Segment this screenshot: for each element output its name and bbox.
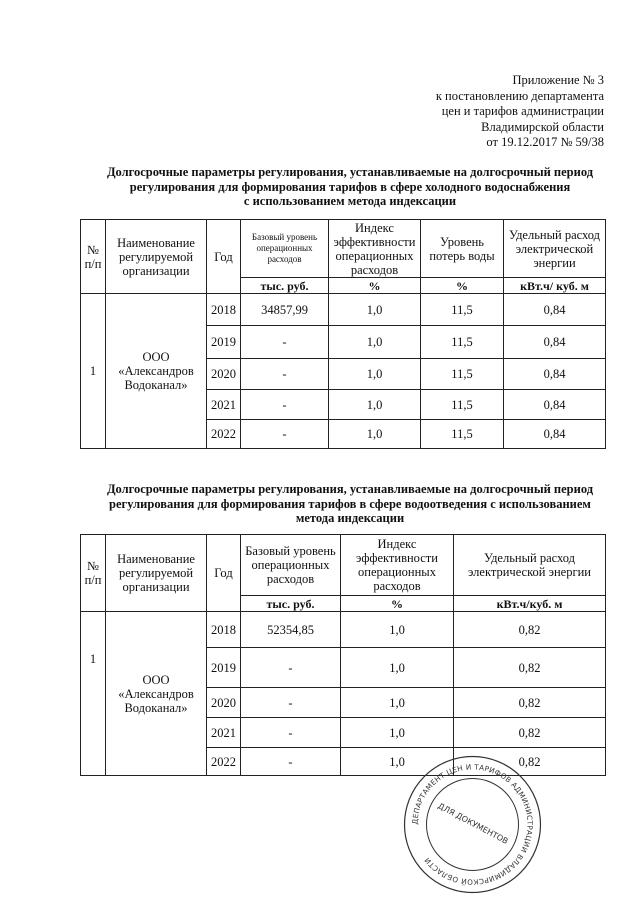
header-index: Индекс эффективности операционных расходов — [329, 220, 421, 278]
org-number: 1 — [81, 294, 106, 449]
energy-cell: 0,84 — [504, 294, 606, 326]
header-energy: Удельный расход электрической энергии — [454, 535, 606, 596]
header-year: Год — [207, 220, 241, 294]
loss-cell: 11,5 — [421, 359, 504, 390]
table-header-row — [81, 220, 606, 278]
header-year: Год — [207, 535, 241, 612]
appendix-line: Приложение № 3 — [512, 73, 604, 87]
section2-title-line: метода индексации — [295, 511, 405, 525]
header-num: № п/п — [81, 220, 106, 294]
stamp-ring-text: ДЕПАРТАМЕНТ ЦЕН И ТАРИФОВ АДМИНИСТРАЦИИ ВЛАДИМИРСКОЙ ОБЛАСТИ — [410, 762, 535, 887]
cold-water-table — [80, 219, 606, 449]
org-name: ООО «Александров Водоканал» — [106, 612, 207, 776]
energy-cell: 0,84 — [504, 359, 606, 390]
loss-cell: 11,5 — [421, 294, 504, 326]
unit-base: тыс. руб. — [241, 596, 341, 612]
appendix-line: к постановлению департамента — [435, 88, 604, 103]
org-number: 1 — [81, 612, 106, 776]
header-num: № п/п — [81, 535, 106, 612]
unit-base: тыс. руб. — [241, 278, 329, 294]
energy-cell: 0,82 — [454, 648, 606, 688]
section1-title-line: регулирования для формирования тарифов в сфере холодного водоснабжения — [129, 179, 571, 194]
unit-energy: кВт.ч/куб. м — [454, 596, 606, 612]
year-cell: 2018 — [207, 612, 241, 648]
base-cell: - — [241, 748, 341, 776]
header-org: Наименование регулируемой организации — [106, 220, 207, 294]
section1-title-line: Долгосрочные параметры регулирования, устанавливаемые на долгосрочный период — [106, 165, 594, 179]
index-cell: 1,0 — [329, 390, 421, 420]
index-cell: 1,0 — [341, 748, 454, 776]
table-header-row — [81, 535, 606, 596]
index-cell: 1,0 — [341, 612, 454, 648]
header-loss: Уровень потерь воды — [421, 220, 504, 278]
index-cell: 1,0 — [329, 326, 421, 359]
energy-cell: 0,82 — [454, 718, 606, 748]
base-cell: - — [241, 648, 341, 688]
year-cell: 2022 — [207, 748, 241, 776]
base-cell: - — [241, 359, 329, 390]
energy-cell: 0,82 — [454, 748, 606, 776]
section1-title — [90, 165, 610, 209]
section2-title-line: регулирования для формирования тарифов в сфере водоотведения с использованием — [109, 496, 591, 511]
unit-index: % — [341, 596, 454, 612]
energy-cell: 0,82 — [454, 612, 606, 648]
base-cell: - — [241, 390, 329, 420]
loss-cell: 11,5 — [421, 420, 504, 449]
wastewater-table — [80, 534, 606, 776]
year-cell: 2020 — [207, 688, 241, 718]
appendix-line: цен и тарифов администрации — [441, 104, 604, 118]
header-base: Базовый уровень операционных расходов — [241, 220, 329, 278]
year-cell: 2019 — [207, 326, 241, 359]
index-cell: 1,0 — [329, 294, 421, 326]
appendix-block — [436, 73, 604, 151]
base-cell: - — [241, 420, 329, 449]
stamp-center-text: ДЛЯ ДОКУМЕНТОВ — [436, 801, 510, 846]
energy-cell: 0,84 — [504, 326, 606, 359]
year-cell: 2019 — [207, 648, 241, 688]
section2-title-line: Долгосрочные параметры регулирования, устанавливаемые на долгосрочный период — [106, 482, 594, 496]
header-org: Наименование регулируемой организации — [106, 535, 207, 612]
table-row — [81, 294, 606, 326]
year-cell: 2022 — [207, 420, 241, 449]
year-cell: 2021 — [207, 718, 241, 748]
header-base: Базовый уровень операционных расходов — [241, 535, 341, 596]
base-cell: - — [241, 688, 341, 718]
header-energy: Удельный расход электрической энергии — [504, 220, 606, 278]
section1-title-line: с использованием метода индексации — [243, 194, 457, 208]
header-index: Индекс эффективности операционных расходов — [341, 535, 454, 596]
energy-cell: 0,84 — [504, 390, 606, 420]
section2-title — [90, 482, 610, 526]
official-stamp — [400, 752, 545, 897]
appendix-line: от 19.12.2017 № 59/38 — [486, 135, 604, 149]
base-cell: - — [241, 326, 329, 359]
unit-energy: кВт.ч/ куб. м — [504, 278, 606, 294]
energy-cell: 0,84 — [504, 420, 606, 449]
index-cell: 1,0 — [341, 718, 454, 748]
index-cell: 1,0 — [341, 688, 454, 718]
loss-cell: 11,5 — [421, 326, 504, 359]
org-name: ООО «Александров Водоканал» — [106, 294, 207, 449]
unit-loss: % — [421, 278, 504, 294]
appendix-line: Владимирской области — [481, 119, 604, 134]
year-cell: 2020 — [207, 359, 241, 390]
unit-index: % — [329, 278, 421, 294]
base-cell: 34857,99 — [241, 294, 329, 326]
index-cell: 1,0 — [341, 648, 454, 688]
year-cell: 2021 — [207, 390, 241, 420]
energy-cell: 0,82 — [454, 688, 606, 718]
base-cell: - — [241, 718, 341, 748]
index-cell: 1,0 — [329, 359, 421, 390]
loss-cell: 11,5 — [421, 390, 504, 420]
index-cell: 1,0 — [329, 420, 421, 449]
year-cell: 2018 — [207, 294, 241, 326]
table-row — [81, 612, 606, 648]
base-cell: 52354,85 — [241, 612, 341, 648]
